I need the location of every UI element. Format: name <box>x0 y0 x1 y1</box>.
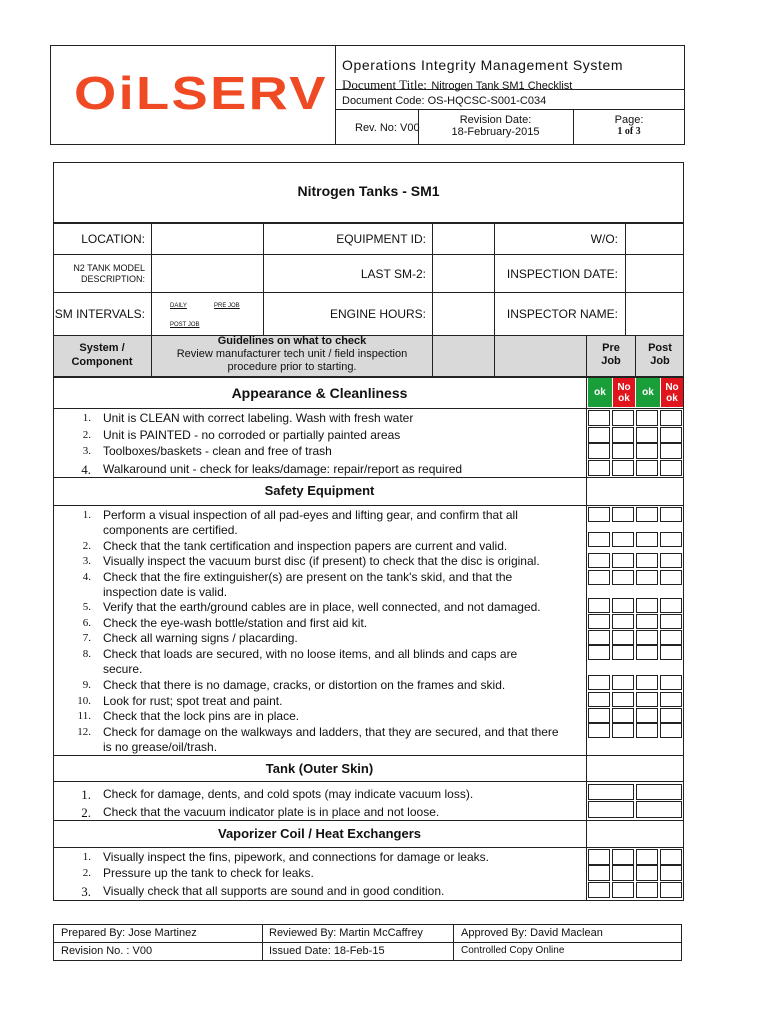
inspector-name-label: INSPECTOR NAME: <box>506 307 618 321</box>
check-cell[interactable] <box>636 553 658 568</box>
item-number: 12. <box>77 726 91 738</box>
check-cell[interactable] <box>588 801 634 818</box>
list-item: Walkaround unit - check for leaks/damage: repair/report as required <box>103 462 463 476</box>
check-cell[interactable] <box>636 723 658 738</box>
inspection-date-field[interactable] <box>626 255 683 291</box>
pre-ok-badge: ok <box>588 378 612 407</box>
section-title-appearance: Appearance & Cleanliness <box>231 385 408 401</box>
check-cell[interactable] <box>588 723 610 738</box>
check-cell[interactable] <box>588 630 610 645</box>
form-title: Nitrogen Tanks - SM1 <box>297 183 440 199</box>
check-cell[interactable] <box>588 614 610 629</box>
item-number: 1. <box>82 412 91 424</box>
interval-postjob[interactable]: POST JOB <box>170 322 200 328</box>
check-cell[interactable] <box>660 630 682 645</box>
interval-daily[interactable]: DAILY <box>170 303 187 309</box>
wo-label: W/O: <box>590 232 618 246</box>
check-cell[interactable] <box>660 723 682 738</box>
check-cell[interactable] <box>612 532 634 547</box>
sm-intervals-label: SM INTERVALS: <box>54 307 145 321</box>
item-number: 2. <box>81 805 91 820</box>
check-cell[interactable] <box>636 865 658 881</box>
pre-job-heading-1: Pre <box>602 342 620 354</box>
check-cell[interactable] <box>588 443 610 459</box>
check-cell[interactable] <box>588 708 610 723</box>
check-cell[interactable] <box>660 443 682 459</box>
system-component-heading: System / Component <box>71 342 133 368</box>
list-item: Toolboxes/baskets - clean and free of trash <box>103 444 332 458</box>
list-item: Pressure up the tank to check for leaks. <box>103 866 314 880</box>
list-item: secure. <box>103 662 143 676</box>
check-cell[interactable] <box>588 570 610 585</box>
check-cell[interactable] <box>588 692 610 707</box>
system-title: Operations Integrity Management System <box>342 57 624 73</box>
check-cell[interactable] <box>660 614 682 629</box>
list-item: Visually check that all supports are sound and in good condition. <box>103 884 445 898</box>
check-cell[interactable] <box>612 708 634 723</box>
list-item: Check that there is no damage, cracks, or distortion on the frames and skid. <box>103 678 506 692</box>
item-number: 3. <box>81 884 91 899</box>
item-number: 3. <box>82 445 91 457</box>
check-cell[interactable] <box>636 692 658 707</box>
check-cell[interactable] <box>612 598 634 613</box>
check-cell[interactable] <box>660 570 682 585</box>
check-cell[interactable] <box>588 849 610 865</box>
n2-model-label-1: N2 TANK MODEL <box>73 263 145 273</box>
check-cell[interactable] <box>636 443 658 459</box>
company-logo: OiLSERV <box>74 67 328 119</box>
check-cell[interactable] <box>636 784 682 800</box>
last-sm2-field[interactable] <box>433 255 493 291</box>
check-cell[interactable] <box>588 784 634 800</box>
item-number: 1. <box>81 787 91 802</box>
check-cell[interactable] <box>612 692 634 707</box>
check-cell[interactable] <box>612 410 634 426</box>
item-number: 2. <box>82 540 91 552</box>
post-job-heading-1: Post <box>648 342 672 354</box>
list-item: is no grease/oil/trash. <box>103 740 218 754</box>
list-item: inspection date is valid. <box>103 585 228 599</box>
check-cell[interactable] <box>588 598 610 613</box>
pre-no-ok-badge: No ok <box>613 378 635 407</box>
list-item: Visually inspect the vacuum burst disc (if present) to check that the disc is original. <box>103 554 540 568</box>
inspection-date-label: INSPECTION DATE: <box>506 267 618 281</box>
check-cell[interactable] <box>636 630 658 645</box>
inspector-name-field[interactable] <box>626 293 683 335</box>
check-cell[interactable] <box>660 645 682 660</box>
post-no-ok-badge: No ok <box>661 378 683 407</box>
wo-field[interactable] <box>626 224 683 253</box>
check-cell[interactable] <box>636 645 658 660</box>
check-cell[interactable] <box>660 410 682 426</box>
item-number: 4. <box>82 571 91 583</box>
engine-hours-label: ENGINE HOURS: <box>329 307 426 321</box>
list-item: Check that the fire extinguisher(s) are present on the tank's skid, and that the <box>103 570 513 584</box>
revision-number: Rev. No: V00 <box>355 122 420 134</box>
list-item: Unit is PAINTED - no corroded or partially painted areas <box>103 428 401 442</box>
item-number: 8. <box>82 648 91 660</box>
check-cell[interactable] <box>612 614 634 629</box>
check-cell[interactable] <box>636 801 682 818</box>
list-item: Unit is CLEAN with correct labeling. Wash with fresh water <box>103 411 414 425</box>
issued-date: Issued Date: 18-Feb-15 <box>269 945 385 957</box>
check-cell[interactable] <box>636 614 658 629</box>
list-item: Perform a visual inspection of all pad-eyes and lifting gear, and confirm that all <box>103 508 518 522</box>
check-cell[interactable] <box>636 882 658 898</box>
list-item: Visually inspect the fins, pipework, and connections for damage or leaks. <box>103 850 489 864</box>
check-cell[interactable] <box>660 675 682 690</box>
list-item: components are certified. <box>103 523 238 537</box>
item-number: 3. <box>82 555 91 567</box>
check-cell[interactable] <box>660 598 682 613</box>
item-number: 2. <box>82 867 91 879</box>
item-number: 10. <box>77 695 91 707</box>
check-cell[interactable] <box>636 849 658 865</box>
location-field[interactable] <box>152 224 262 253</box>
post-ok-badge: ok <box>636 378 660 407</box>
check-cell[interactable] <box>660 553 682 568</box>
item-number: 1. <box>82 851 91 863</box>
prepared-by: Prepared By: Jose Martinez <box>61 927 197 939</box>
check-cell[interactable] <box>612 882 634 898</box>
item-number: 11. <box>77 710 91 722</box>
reviewed-by: Reviewed By: Martin McCaffrey <box>269 927 423 939</box>
item-number: 9. <box>82 679 91 691</box>
check-cell[interactable] <box>588 645 610 660</box>
check-cell[interactable] <box>612 460 634 476</box>
check-cell[interactable] <box>660 692 682 707</box>
list-item: Check that the vacuum indicator plate is in place and not loose. <box>103 805 440 819</box>
pre-job-heading-2: Job <box>601 355 621 367</box>
n2-model-label-2: DESCRIPTION: <box>80 274 145 284</box>
list-item: Check that the lock pins are in place. <box>103 709 300 723</box>
check-cell[interactable] <box>588 553 610 568</box>
item-number: 6. <box>82 617 91 629</box>
revision-date-value: 18-February-2015 <box>451 126 540 138</box>
check-cell[interactable] <box>636 507 658 522</box>
section-title-tank: Tank (Outer Skin) <box>265 761 374 776</box>
list-item: Check that the tank certification and inspection papers are current and valid. <box>103 539 508 553</box>
check-cell[interactable] <box>636 708 658 723</box>
approved-by: Approved By: David Maclean <box>461 927 603 939</box>
item-number: 7. <box>82 632 91 644</box>
check-cell[interactable] <box>660 882 682 898</box>
list-item: Check for damage, dents, and cold spots (may indicate vacuum loss). <box>103 787 474 801</box>
interval-prejob[interactable]: PRE JOB <box>214 303 240 309</box>
check-cell[interactable] <box>636 427 658 443</box>
page-number: 1 of 3 <box>617 126 641 137</box>
document-title-label: Document Title: <box>342 77 427 92</box>
n2-model-field[interactable] <box>152 255 262 291</box>
check-cell[interactable] <box>636 675 658 690</box>
check-cell[interactable] <box>660 708 682 723</box>
list-item: Check the eye-wash bottle/station and first aid kit. <box>103 616 368 630</box>
item-number: 2. <box>82 429 91 441</box>
check-cell[interactable] <box>588 865 610 881</box>
list-item: Check all warning signs / placarding. <box>103 631 298 645</box>
equipment-id-field[interactable] <box>433 224 493 253</box>
guidelines-line1: Review manufacturer tech unit / field inspection <box>176 348 408 360</box>
check-cell[interactable] <box>612 443 634 459</box>
section-title-safety: Safety Equipment <box>264 483 375 498</box>
guidelines-title: Guidelines on what to check <box>217 335 367 347</box>
check-cell[interactable] <box>636 570 658 585</box>
check-cell[interactable] <box>612 675 634 690</box>
check-cell[interactable] <box>588 882 610 898</box>
check-cell[interactable] <box>660 460 682 476</box>
document-title <box>342 76 572 94</box>
document-code: Document Code: OS-HQCSC-S001-C034 <box>342 95 547 107</box>
equipment-id-label: EQUIPMENT ID: <box>336 232 426 246</box>
check-cell[interactable] <box>636 410 658 426</box>
item-number: 5. <box>82 601 91 613</box>
check-cell[interactable] <box>612 570 634 585</box>
list-item: Check that loads are secured, with no loose items, and all blinds and caps are <box>103 647 518 661</box>
check-cell[interactable] <box>588 460 610 476</box>
check-cell[interactable] <box>612 630 634 645</box>
guidelines-line2: procedure prior to starting. <box>227 361 357 373</box>
last-sm2-label: LAST SM-2: <box>360 267 426 281</box>
check-cell[interactable] <box>612 427 634 443</box>
list-item: Look for rust; spot treat and paint. <box>103 694 283 708</box>
check-cell[interactable] <box>612 553 634 568</box>
revision-date-label: Revision Date: <box>459 114 532 126</box>
section-title-vaporizer: Vaporizer Coil / Heat Exchangers <box>217 826 422 841</box>
check-cell[interactable] <box>660 865 682 881</box>
location-label: LOCATION: <box>81 232 145 246</box>
check-cell[interactable] <box>612 507 634 522</box>
item-number: 4. <box>81 462 91 477</box>
check-cell[interactable] <box>588 410 610 426</box>
page-label: Page: <box>614 114 644 126</box>
check-cell[interactable] <box>588 507 610 522</box>
check-cell[interactable] <box>612 865 634 881</box>
list-item: Verify that the earth/ground cables are in place, well connected, and not damaged. <box>103 600 541 614</box>
check-cell[interactable] <box>612 645 634 660</box>
check-cell[interactable] <box>588 532 610 547</box>
revision-no: Revision No. : V00 <box>61 945 153 957</box>
check-cell[interactable] <box>636 598 658 613</box>
check-cell[interactable] <box>636 460 658 476</box>
check-cell[interactable] <box>660 532 682 547</box>
check-cell[interactable] <box>612 723 634 738</box>
list-item: Check for damage on the walkways and ladders, that they are secured, and that there <box>103 725 559 739</box>
item-number: 1. <box>82 509 91 521</box>
check-cell[interactable] <box>588 427 610 443</box>
check-cell[interactable] <box>588 675 610 690</box>
check-cell[interactable] <box>612 849 634 865</box>
engine-hours-field[interactable] <box>433 293 493 335</box>
check-cell[interactable] <box>660 507 682 522</box>
document-title-value: Nitrogen Tank SM1 Checklist <box>431 80 573 92</box>
check-cell[interactable] <box>636 532 658 547</box>
controlled-copy: Controlled Copy Online <box>461 945 565 956</box>
check-cell[interactable] <box>660 427 682 443</box>
check-cell[interactable] <box>660 849 682 865</box>
post-job-heading-2: Job <box>650 355 670 367</box>
